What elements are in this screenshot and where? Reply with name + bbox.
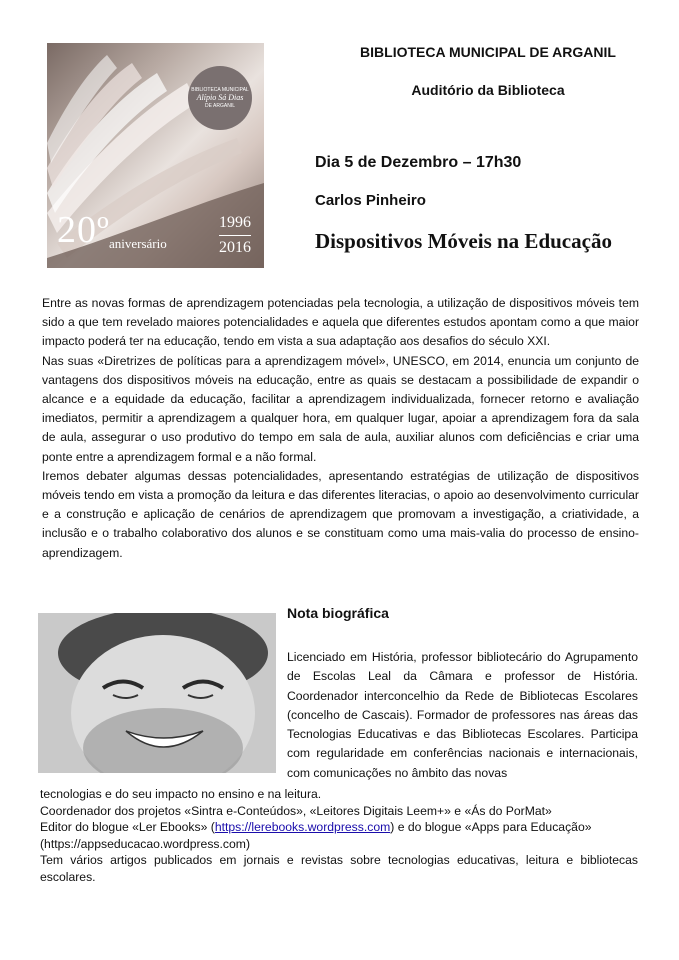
bio-column-text: Licenciado em História, professor bibliotecário do Agrupamento de Escolas Leal da Câmara e professor de História. Coordenador interconcelhio da Rede de Bibliotecas Escolares (concelho de Cascais). Formador de professores nas áreas das Tecnologias Educativas e das Bibliotecas Escolares. Participa com regularidade em conferências nacionais e internacionais, com comunicações no âmbito das novas [287, 650, 638, 780]
bio-title: Nota biográfica [287, 605, 389, 621]
description-paragraph: Nas suas «Diretrizes de políticas para a aprendizagem móvel», UNESCO, em 2014, enuncia um conjunto de vantagens dos dispositivos móveis na educação, entre as quais se destacam a possibilidade de expandir o alcance e a equidade da educação, facilitar a aprendizagem individualizada, fornecer retorno e avaliação imediatos, permitir a aprendizagem a qualquer hora, em qualquer lugar, apoiar a aprendizagem fora da sala de aula, assegurar o uso produtivo do tempo em sala de aula, auxiliar alunos com deficiências e criar uma ponte entre a aprendizagem formal e a não formal. [42, 353, 639, 464]
blog-prefix: Editor do blogue «Ler Ebooks» ( [40, 820, 215, 835]
bio-continued [40, 786, 638, 886]
event-date: Dia 5 de Dezembro – 17h30 [315, 154, 522, 171]
anniversary-years [219, 213, 251, 258]
blog-middle: ) e do blogue «Apps para Educação» [390, 820, 592, 835]
anniversary-word: aniversário [109, 236, 167, 251]
year-start: 1996 [219, 214, 251, 231]
speaker-name: Carlos Pinheiro [315, 192, 426, 209]
seal-text-top: BIBLIOTECA MUNICIPAL [191, 87, 249, 94]
bio-projects: Coordenador dos projetos «Sintra e-Conteúdos», «Leitores Digitais Leem+» e «Ás do PorMat» [40, 803, 552, 818]
anniversary-number: 20º [57, 209, 110, 251]
blog-second: (https://appseducacao.wordpress.com) [40, 836, 250, 851]
bio-tail: tecnologias e do seu impacto no ensino e na leitura. [40, 787, 322, 801]
description-paragraph: Entre as novas formas de aprendizagem potenciadas pela tecnologia, a utilização de dispositivos móveis tem sido a que tem revelado maiores potencialidades e aquela que diferentes estudos apontam como a que maior impacto poderá ter na educação, tendo em vista a sua adaptação aos desafios do século XXI. [42, 296, 639, 349]
year-divider [219, 235, 251, 236]
bio-articles: Tem vários artigos publicados em jornais e revistas sobre tecnologias educativas, leitura e bibliotecas escolares. [40, 853, 638, 884]
description-paragraph: Iremos debater algumas dessas potencialidades, apresentando estratégias de utilização de dispositivos móveis tendo em vista a promoção da leitura e das diferentes literacias, o apoio ao desenvolvimento curricular e a construção e aplicação de cenários de aprendizagem que promovam a investigação, a criatividade, a inclusão e o trabalho colaborativo dos alunos e se constituam como uma mais-valia do processo de ensino-aprendizagem. [42, 468, 639, 560]
bio-blogs [40, 819, 638, 852]
seal-signature: Alípio Sá Dias [196, 93, 244, 103]
venue-name: Auditório da Biblioteca [411, 82, 565, 98]
speaker-photo [38, 613, 276, 773]
talk-title: Dispositivos Móveis na Educação [315, 229, 612, 253]
anniversary-label [57, 208, 167, 252]
anniversary-logo [47, 43, 264, 268]
library-seal [188, 66, 252, 130]
organization-name: BIBLIOTECA MUNICIPAL DE ARGANIL [360, 44, 616, 60]
blog-link[interactable]: https://lerebooks.wordpress.com [214, 820, 391, 835]
event-description [42, 294, 639, 563]
year-end: 2016 [219, 239, 251, 256]
speaker-portrait [38, 613, 276, 773]
seal-text-bottom: DE ARGANIL [204, 102, 235, 109]
